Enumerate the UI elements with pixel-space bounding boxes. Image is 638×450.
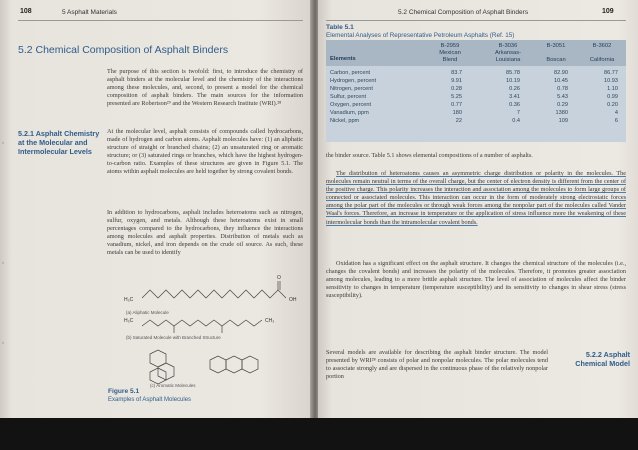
table-cell: 4 xyxy=(614,110,618,116)
table-cell: 82.90 xyxy=(554,70,568,76)
left-header-rule xyxy=(18,20,303,21)
subsection-heading: 5.2.1 Asphalt Chemistry at the Molecular and Intermolecular Levels xyxy=(18,129,100,156)
table-cell-label: Oxygen, percent xyxy=(330,102,372,108)
margin-mark: ‹ xyxy=(2,340,4,346)
left-page xyxy=(0,0,312,418)
table-cell-label: Nitrogen, percent xyxy=(330,86,373,92)
table-cell: 9.91 xyxy=(451,78,462,84)
table-cell: 10.93 xyxy=(604,78,618,84)
paragraph-models: Several models are available for describing the asphalt binder structure. The model presented by WRI²⁸ consists of polar and nonpolar molecules. The polar molecules tend to associate strongly and are dispersed in the continuous phase of the relatively nonpolar portion xyxy=(326,349,548,381)
intro-paragraph: The purpose of this section is twofold: first, to introduce the chemistry of asphalt binders at the molecular level and the chemistry of the interactions among these molecules, and, second, to present a model for the chemical composition of asphalt binders. The main sources for the information presented are Robertson²⁹ and the Western Research Institute (WRI).²⁸ xyxy=(107,68,303,108)
table-cell-label: Carbon, percent xyxy=(330,70,371,76)
aromatic-molecules-drawing xyxy=(140,346,270,388)
mol-a-right-label: OH xyxy=(289,297,297,303)
right-header-rule xyxy=(326,20,626,21)
table-cell-label: Vanadium, ppm xyxy=(330,110,369,116)
table-cell-label: Nickel, ppm xyxy=(330,118,360,124)
mol-a-top-label: O xyxy=(277,275,281,281)
table-cell: 10.45 xyxy=(554,78,568,84)
table-cell: 0.99 xyxy=(607,94,618,100)
table-cell: 1380 xyxy=(555,110,568,116)
table-cell: 0.4 xyxy=(512,118,520,124)
branched-molecule-drawing xyxy=(130,314,280,336)
table-header-col: B-3602 California xyxy=(589,43,615,63)
caption-b: (b) Saturated Molecule with Branched Structure xyxy=(126,335,221,340)
caption-c: (c) Aromatic Molecules xyxy=(150,383,196,388)
paragraph-binder-source: the binder source. Table 5.1 shows elemental compositions of a number of asphalts. xyxy=(326,152,533,159)
figure-title: Figure 5.1 xyxy=(108,388,140,395)
left-running-head: 5 Asphalt Materials xyxy=(62,9,117,16)
paragraph-heteroatoms: In addition to hydrocarbons, asphalt includes heteroatoms such as nitrogen, sulfur, oxygen, and metals. Although these heteroatoms exist in small percentages compared to the hydrocarbons, they influence the interactions among molecules and asphalt properties. Distribution of metals such as vanadium, nickel, and iron depends on the crude oil source. As such, these metals can be used to identify xyxy=(107,209,303,257)
table-cell: 180 xyxy=(452,110,462,116)
table-cell: 0.77 xyxy=(451,102,462,108)
table-subtitle: Elemental Analyses of Representative Petroleum Asphalts (Ref. 15) xyxy=(326,32,515,39)
section-heading: 5.2 Chemical Composition of Asphalt Binders xyxy=(18,44,229,56)
table-cell: 83.7 xyxy=(451,70,462,76)
table-cell-label: Sulfur, percent xyxy=(330,94,367,100)
table-header-col: B-2959 Mexican Blend xyxy=(439,43,461,63)
table-cell: 5.25 xyxy=(451,94,462,100)
table-cell: 109 xyxy=(558,118,568,124)
table-header-col: B-3051 Boscan xyxy=(546,43,566,63)
mol-a-left-label: H₃C xyxy=(124,297,134,303)
table-header-col: B-3036 Arkansas- Louisiana xyxy=(494,43,522,63)
right-page-number: 109 xyxy=(602,8,614,15)
aliphatic-molecule-drawing xyxy=(130,276,300,308)
table-cell: 7 xyxy=(516,110,520,116)
table-cell: 1.10 xyxy=(607,86,618,92)
mol-b-left-label: H₃C xyxy=(124,318,134,324)
left-page-number: 108 xyxy=(20,8,32,15)
table-header-row xyxy=(326,40,626,66)
chemical-model-heading: 5.2.2 Asphalt Chemical Model xyxy=(575,350,630,368)
paragraph-oxidation: Oxidation has a significant effect on the asphalt structure. It changes the chemical structure of the molecules (i.e., changes the covalent bonds) and increases the polarity of the molecules. Therefore, it promotes greater association among molecules, leading to a more brittle asphalt structure. The level of association of molecules affect the binder sensitivity to changes in temperature (temperature susceptibility) and its sensitivity to changes in shear stress (stress susceptibility). xyxy=(326,260,626,300)
table-cell: 10.19 xyxy=(506,78,520,84)
table-cell: 85.78 xyxy=(506,70,520,76)
table-cell: 22 xyxy=(455,118,462,124)
paragraph-polarity: The distribution of heteroatoms causes an asymmetric charge distribution or polarity in the molecules. The molecules remain neutral in terms of the overall charge, but the center of electron density is different from the center of the positive charge. This polarity increases the interaction and association among the molecules to form large groups of connected or associated molecules. This interaction can occur in the form of moderately strong electrostatic forces among the polar part of the molecules or through weak forces among the nonpolar part of the molecules called Vander Waal's forces. Therefore, an increase in temperature or the application of stress influence more the weakening of these intermolecular bonds than the intramolecular covalent bonds. xyxy=(326,170,626,226)
table-cell: 5.43 xyxy=(557,94,568,100)
figure-subtitle: Examples of Asphalt Molecules xyxy=(108,397,192,403)
table-cell: 6 xyxy=(614,118,618,124)
table-cell: 86.77 xyxy=(604,70,618,76)
table-cell-label: Hydrogen, percent xyxy=(330,78,377,84)
table-cell: 0.20 xyxy=(607,102,618,108)
table-cell: 0.36 xyxy=(509,102,520,108)
caption-a: (a) Aliphatic Molecule xyxy=(126,310,169,315)
table-title: Table 5.1 xyxy=(326,24,354,31)
mol-b-right-label: CH₃ xyxy=(265,318,275,324)
table-cell: 0.26 xyxy=(509,86,520,92)
right-page xyxy=(318,0,638,418)
right-running-head: 5.2 Chemical Composition of Asphalt Binders xyxy=(398,9,529,16)
paragraph-molecular: At the molecular level, asphalt consists of compounds called hydrocarbons, made of hydrogen and carbon atoms. Asphalt molecules have: (1) an aliphatic structure of straight or branched chains; (2) an unsaturated ring or aromatic structure; or (3) saturated rings or branches, which have the highest hydrogen-to-carbon ratio. Examples of these structures are given in Figure 5.1. The atoms within asphalt molecules are held together by strong covalent bonds. xyxy=(107,128,303,176)
table-header-elements: Elements xyxy=(330,56,356,62)
table-cell: 0.29 xyxy=(557,102,568,108)
margin-mark: ‹ xyxy=(2,140,4,146)
table-cell: 3.41 xyxy=(509,94,520,100)
margin-mark: ‹ xyxy=(2,260,4,266)
background-edge xyxy=(0,418,638,450)
table-cell: 0.28 xyxy=(451,86,462,92)
elemental-analysis-table xyxy=(326,40,626,142)
table-cell: 0.78 xyxy=(557,86,568,92)
